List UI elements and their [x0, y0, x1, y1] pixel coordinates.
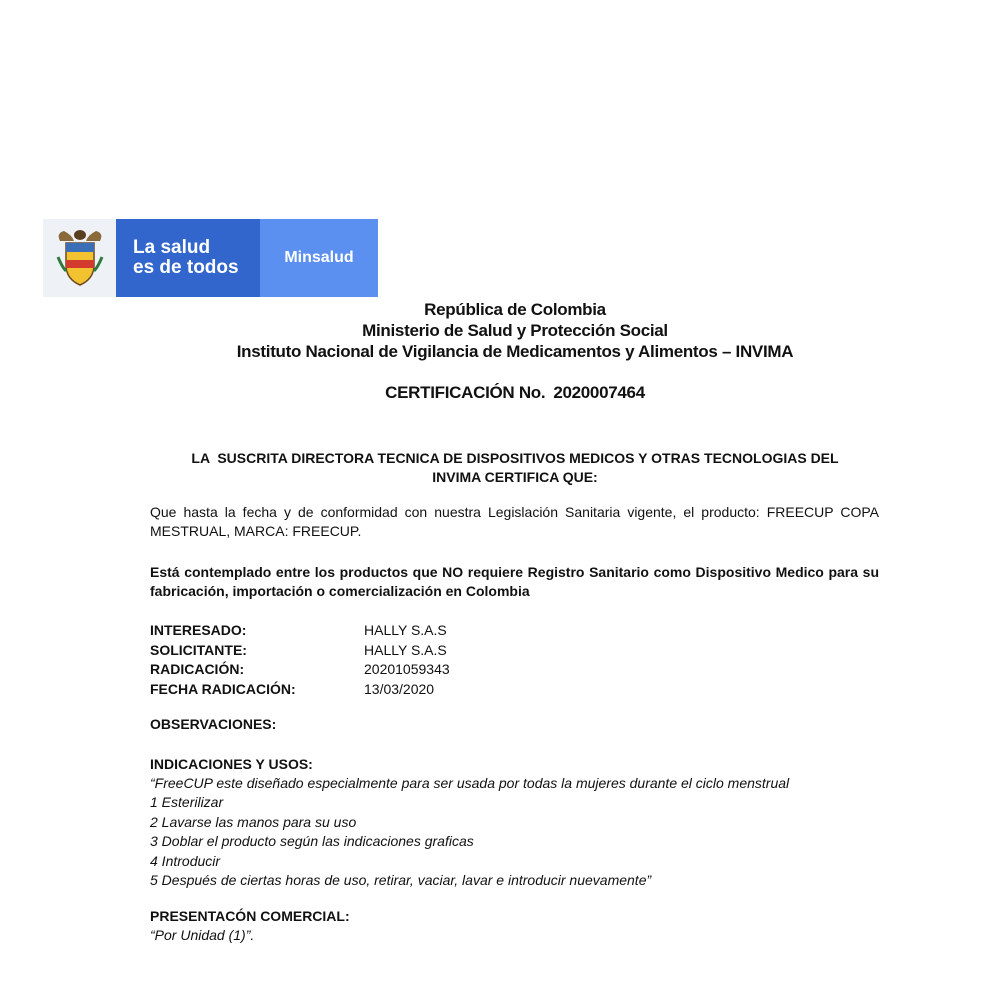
- conformity-paragraph: Que hasta la fecha y de conformidad con nuestra Legislación Sanitaria vigente, el producto: FREECUP COPA MESTRUAL, MARCA: FREECUP.: [150, 504, 879, 539]
- indication-line: 4 Introducir: [150, 852, 221, 869]
- field-label: RADICACIÓN:: [150, 661, 245, 677]
- indication-line: 3 Doblar el producto según las indicaciones graficas: [150, 833, 474, 850]
- presentation-title: PRESENTACÓN COMERCIAL:: [150, 908, 350, 924]
- presentation-value: “Por Unidad (1)”.: [150, 927, 255, 943]
- colombia-coat-of-arms-icon: [43, 219, 116, 297]
- field-label: INTERESADO:: [150, 622, 247, 638]
- certification-label: CERTIFICACIÓN No.: [385, 383, 546, 402]
- certifier-line2: INVIMA CERTIFICA QUE:: [432, 469, 598, 485]
- observations-title: OBSERVACIONES:: [150, 716, 277, 732]
- slogan-box: [116, 219, 260, 297]
- certifier-statement: [150, 449, 880, 487]
- document-header: [150, 299, 880, 362]
- indication-line: 2 Lavarse las manos para su uso: [150, 813, 357, 830]
- field-row: [150, 660, 450, 680]
- field-label: SOLICITANTE:: [150, 641, 247, 658]
- header-republic: República de Colombia: [424, 300, 606, 319]
- ministry-name: Minsalud: [284, 249, 354, 266]
- certification-value: 2020007464: [553, 383, 645, 402]
- slogan-line1: La salud: [133, 237, 211, 258]
- field-value: 20201059343: [364, 661, 450, 677]
- minsalud-logo: [43, 219, 378, 297]
- indication-line: “FreeCUP este diseñado especialmente para ser usada por todas la mujeres durante el ciclo menstrual: [150, 775, 790, 791]
- field-label: FECHA RADICACIÓN:: [150, 680, 296, 697]
- field-value: HALLY S.A.S: [364, 622, 447, 638]
- field-value: HALLY S.A.S: [364, 641, 447, 658]
- registration-paragraph: Está contemplado entre los productos que NO requiere Registro Sanitario como Dispositivo Medico para su fabricación, importación o comercialización en Colombia: [150, 564, 879, 599]
- applicant-fields: [150, 621, 450, 699]
- indication-line: 5 Después de ciertas horas de uso, retirar, vaciar, lavar e introducir nuevamente”: [150, 872, 652, 889]
- header-ministry: Ministerio de Salud y Protección Social: [362, 321, 668, 340]
- field-row: [150, 680, 450, 700]
- field-row: [150, 621, 450, 641]
- field-value: 13/03/2020: [364, 680, 435, 697]
- certifier-line1: LA SUSCRITA DIRECTORA TECNICA DE DISPOSITIVOS MEDICOS Y OTRAS TECNOLOGIAS DEL: [191, 450, 839, 466]
- certification-number: [150, 383, 880, 403]
- indication-line: 1 Esterilizar: [150, 794, 224, 811]
- indications-title: INDICACIONES Y USOS:: [150, 756, 313, 772]
- header-institute: Instituto Nacional de Vigilancia de Medicamentos y Alimentos – INVIMA: [236, 342, 794, 361]
- indications-list: [150, 774, 789, 890]
- field-row: [150, 641, 450, 661]
- ministry-box: [260, 219, 378, 297]
- slogan-line2: es de todos: [133, 257, 239, 278]
